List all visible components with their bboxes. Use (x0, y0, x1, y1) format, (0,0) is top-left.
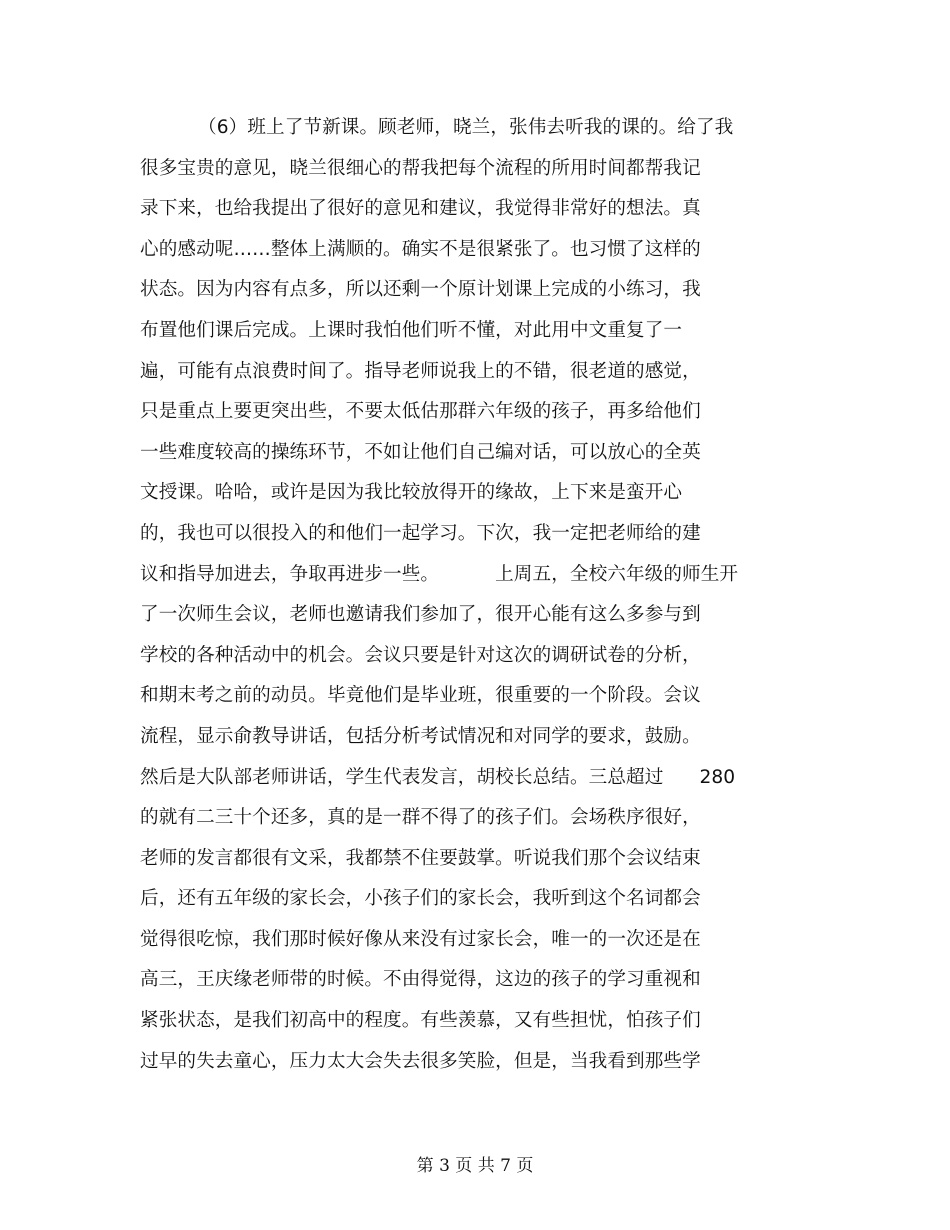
page-footer: 第 3 页 共 7 页 (416, 1156, 534, 1176)
text-line (140, 758, 820, 799)
text-line: 了一次师生会议，老师也邀请我们参加了，很开心能有这么多参与到 (140, 604, 701, 626)
text-segment: 议和指导加进去，争取再进步一些。 (140, 563, 440, 585)
text-number: 280 (699, 766, 736, 788)
text-line: 紧张状态，是我们初高中的程度。有些羡慕，又有些担忧，怕孩子们 (140, 1010, 701, 1032)
text-line: 学校的各种活动中的机会。会议只要是针对这次的调研试卷的分析， (140, 644, 701, 666)
text-line: 老师的发言都很有文采，我都禁不住要鼓掌。听说我们那个会议结束 (140, 847, 701, 869)
text-line: 的就有二三十个还多，真的是一群不得了的孩子们。会场秩序很好， (140, 807, 701, 829)
text-line: 很多宝贵的意见，晓兰很细心的帮我把每个流程的所用时间都帮我记 (140, 157, 701, 179)
text-segment: 上周五，全校六年级的师生开 (495, 563, 739, 585)
text-line: 遍，可能有点浪费时间了。指导老师说我上的不错，很老道的感觉， (140, 360, 701, 382)
text-line: 心的感动呢……整体上满顺的。确实不是很紧张了。也习惯了这样的 (140, 238, 701, 260)
body-text (140, 108, 820, 1082)
text-line: 的，我也可以很投入的和他们一起学习。下次，我一定把老师给的建 (140, 522, 701, 544)
text-line: 流程，显示俞教导讲话，包括分析考试情况和对同学的要求，鼓励。 (140, 725, 701, 747)
text-line: 布置他们课后完成。上课时我怕他们听不懂，对此用中文重复了一 (140, 319, 683, 341)
text-segment: 然后是大队部老师讲话，学生代表发言，胡校长总结。三总超过 (140, 766, 664, 788)
text-line: 只是重点上要更突出些，不要太低估那群六年级的孩子，再多给他们 (140, 401, 701, 423)
text-line: （6）班上了节新课。顾老师，晓兰，张伟去听我的课的。给了我 (198, 117, 734, 138)
text-line: 觉得很吃惊，我们那时候好像从来没有过家长会，唯一的一次还是在 (140, 928, 701, 950)
text-line: 过早的失去童心，压力太大会失去很多笑脸，但是，当我看到那些学 (140, 1050, 701, 1072)
text-line (140, 555, 820, 596)
text-line: 高三，王庆缘老师带的时候。不由得觉得，这边的孩子的学习重视和 (140, 969, 701, 991)
text-line: 状态。因为内容有点多，所以还剩一个原计划课上完成的小练习，我 (140, 279, 701, 301)
text-line: 后，还有五年级的家长会，小孩子们的家长会，我听到这个名词都会 (140, 888, 701, 910)
text-line: 一些难度较高的操练环节，不如让他们自己编对话，可以放心的全英 (140, 441, 701, 463)
text-line: 文授课。哈哈，或许是因为我比较放得开的缘故，上下来是蛮开心 (140, 482, 683, 504)
text-line: 录下来，也给我提出了很好的意见和建议，我觉得非常好的想法。真 (140, 198, 701, 220)
text-line: 和期末考之前的动员。毕竟他们是毕业班，很重要的一个阶段。会议 (140, 685, 701, 707)
